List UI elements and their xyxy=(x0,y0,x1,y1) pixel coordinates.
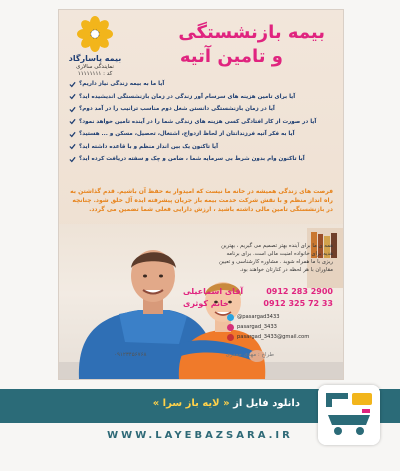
social-text: pasargad_3433 xyxy=(237,324,277,330)
agent-label: نمایندگی سالاری xyxy=(76,64,114,70)
question-item xyxy=(69,91,333,104)
instagram-icon xyxy=(227,324,234,331)
question-text: آیا به فکر آتیه فرزندانتان از لحاظ ازدواج، اشتغال، تحصیل، مسکن و ... هستید؟ xyxy=(79,131,295,138)
banner-site: « لایه باز سرا » xyxy=(152,398,230,409)
layebazsara-logo-icon xyxy=(318,385,380,445)
contact-phone[interactable]: 0912 283 2900 xyxy=(266,286,333,296)
agent-code: کد : ۱۱۱۱۱۱۱۱ xyxy=(77,71,113,77)
contact-list xyxy=(183,285,333,309)
social-item[interactable] xyxy=(227,322,335,332)
check-icon xyxy=(69,143,76,150)
brand-block xyxy=(65,16,125,77)
site-url[interactable]: WWW.LAYEBAZSARA.IR xyxy=(107,430,293,441)
footer-phone: ۰۹۱۲۳۴۵۶۷۶۸ xyxy=(114,352,147,358)
question-text: آیا در صورت از کار افتادگی کسی هزینه های زندگی شما را در آینده تامین خواهد نمود؟ xyxy=(79,118,317,125)
contact-name: خانم کوثری xyxy=(183,298,229,308)
social-item[interactable] xyxy=(227,332,335,342)
pasargad-flower-logo-icon xyxy=(77,16,113,52)
question-list xyxy=(69,78,333,166)
check-icon xyxy=(69,118,76,125)
question-item xyxy=(69,103,333,116)
check-icon xyxy=(69,93,76,100)
intro-paragraph: فرصت های زندگی همیشه در خانه ما نیست که امیدوار به حفظ آن باشیم. قدم گذاشتن به راه انداز منظم و با نقش شرکت خدمت بیمه باز جریان پیشرفته ایده آل خلق شود. چنانچه در بازنشستگی تامین مالی داشته باشید ، ارزش دارایی فعلی شما تضمین می گردد. xyxy=(70,188,333,213)
check-icon xyxy=(69,156,76,163)
contact-phone[interactable]: 0912 325 72 33 xyxy=(263,298,333,308)
question-text: آیا ما به بیمه زندگی نیاز داریم؟ xyxy=(79,81,165,88)
social-text: pasargad_3433@gmail.com xyxy=(237,334,310,340)
insurance-poster xyxy=(58,9,344,380)
social-links xyxy=(227,312,335,342)
check-icon xyxy=(69,81,76,88)
question-text: آیا تاکنون یک بین انداز منظم و با قاعده داشته اید؟ xyxy=(79,143,219,150)
social-item[interactable] xyxy=(227,312,335,322)
question-item xyxy=(69,78,333,91)
contact-row xyxy=(183,297,333,309)
brand-name: بیمه پاسارگاد xyxy=(68,54,122,63)
designer-credit: طراح : مهدی جعفری xyxy=(225,352,274,358)
poster-footer xyxy=(62,352,276,362)
question-item xyxy=(69,141,333,154)
question-text: آیا تاکنون وام بدون شرط بی سرمایه شما ، ضامن و چک و سفته دریافت کرده اید؟ xyxy=(79,156,305,163)
question-item xyxy=(69,128,333,141)
check-icon xyxy=(69,106,76,113)
question-text: آیا برای تامین هزینه های سرسام آور زندگی در زمان بازنشستگی اندیشیده اید؟ xyxy=(79,93,296,100)
advisory-paragraph: همه ی ما برای آینده بهتر تصمیم می گیریم ، بهترین هدیه برای خانواده امنیت مالی است. برای برنامه ریزی با ما همراه شوید . مشاوره کارشناسی و تعیین مقاوران با هر لحظه در کنارتان خواهند بود. xyxy=(218,243,333,273)
question-item xyxy=(69,153,333,166)
social-text: @pasargad3433 xyxy=(237,314,280,320)
contact-row xyxy=(183,285,333,297)
question-item xyxy=(69,116,333,129)
banner-prefix: دانلود فایل از xyxy=(233,398,300,409)
email-icon xyxy=(227,334,234,341)
check-icon xyxy=(69,131,76,138)
poster-title-line1: بیمه بازنشستگی xyxy=(178,22,325,43)
banner-text xyxy=(153,398,300,409)
telegram-icon xyxy=(227,314,234,321)
poster-title-line2: و تامین آتیه xyxy=(179,46,283,67)
question-text: آیا در زمان بازنشستگی دانستن شغل دوم مناسب ترانیب را در آمد دوم؟ xyxy=(79,106,275,113)
contact-name: آقای اسماعیلی xyxy=(183,286,244,296)
